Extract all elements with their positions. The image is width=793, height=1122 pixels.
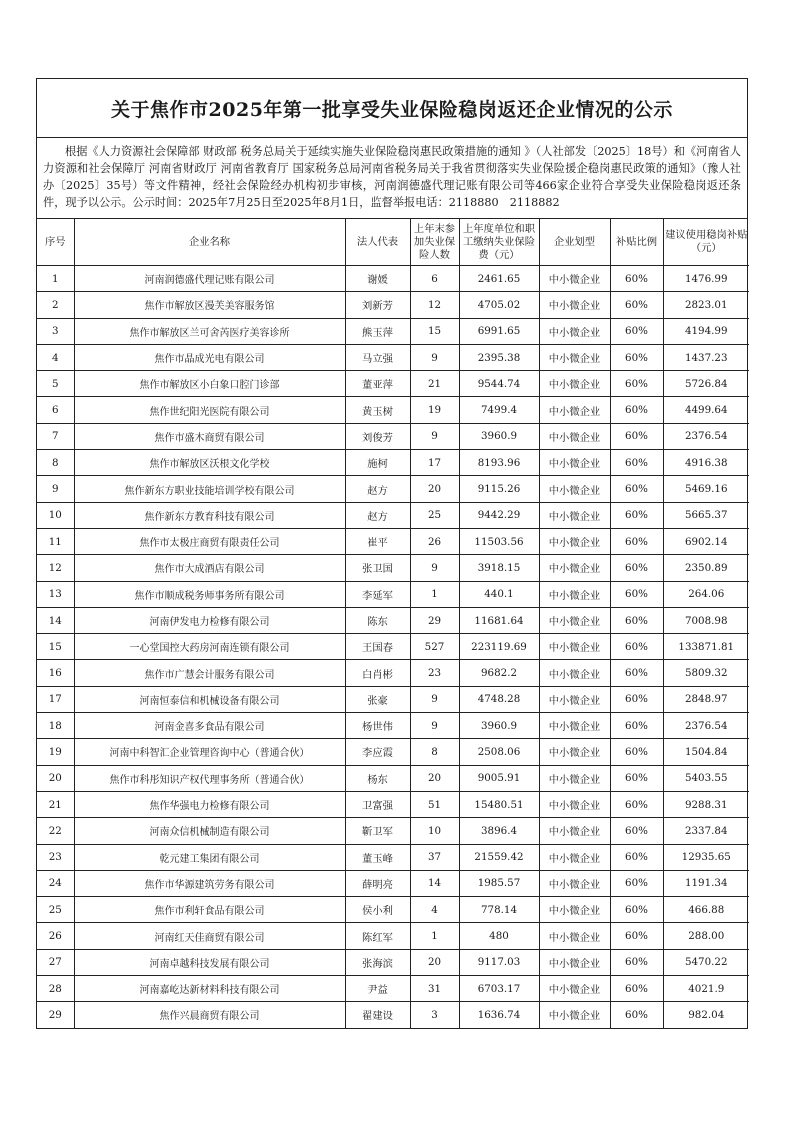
insurance-fee: 9117.03 — [459, 949, 539, 975]
subsidy-ratio: 60% — [610, 818, 663, 844]
subsidy-amount: 2376.54 — [663, 713, 749, 739]
insured-count: 26 — [410, 528, 459, 554]
row-no: 2 — [37, 292, 74, 318]
insured-count: 31 — [410, 976, 459, 1002]
table-row — [37, 581, 749, 607]
legal-rep: 薛明亮 — [345, 870, 410, 896]
subsidy-ratio: 60% — [610, 371, 663, 397]
subsidy-ratio: 60% — [610, 686, 663, 712]
subsidy-amount: 133871.81 — [663, 634, 749, 660]
subsidy-amount: 5809.32 — [663, 660, 749, 686]
legal-rep: 杨东 — [345, 765, 410, 791]
insurance-fee: 4748.28 — [459, 686, 539, 712]
subsidy-amount: 288.00 — [663, 923, 749, 949]
insured-count: 8 — [410, 739, 459, 765]
table-row — [37, 555, 749, 581]
insurance-fee: 9682.2 — [459, 660, 539, 686]
subsidy-amount: 7008.98 — [663, 607, 749, 633]
subsidy-ratio: 60% — [610, 1002, 663, 1028]
enterprise-type: 中小微企业 — [539, 844, 610, 870]
enterprise-type: 中小微企业 — [539, 528, 610, 554]
row-no: 29 — [37, 1002, 74, 1028]
legal-rep: 尹益 — [345, 976, 410, 1002]
table-row — [37, 791, 749, 817]
subsidy-ratio: 60% — [610, 581, 663, 607]
enterprise-type: 中小微企业 — [539, 897, 610, 923]
enterprise-name: 焦作市华源建筑劳务有限公司 — [74, 870, 345, 896]
row-no: 19 — [37, 739, 74, 765]
legal-rep: 侯小利 — [345, 897, 410, 923]
enterprise-name: 焦作新东方教育科技有限公司 — [74, 502, 345, 528]
insurance-fee: 7499.4 — [459, 397, 539, 423]
legal-rep: 黄玉树 — [345, 397, 410, 423]
enterprise-type: 中小微企业 — [539, 713, 610, 739]
enterprise-name: 乾元建工集团有限公司 — [74, 844, 345, 870]
enterprise-type: 中小微企业 — [539, 870, 610, 896]
insurance-fee: 778.14 — [459, 897, 539, 923]
insurance-fee: 9005.91 — [459, 765, 539, 791]
table-row — [37, 713, 749, 739]
row-no: 13 — [37, 581, 74, 607]
subsidy-ratio: 60% — [610, 844, 663, 870]
row-no: 11 — [37, 528, 74, 554]
enterprise-name: 河南伊发电力检修有限公司 — [74, 607, 345, 633]
legal-rep: 董亚萍 — [345, 371, 410, 397]
subsidy-amount: 1191.34 — [663, 870, 749, 896]
subsidy-amount: 2848.97 — [663, 686, 749, 712]
table-row — [37, 923, 749, 949]
row-no: 24 — [37, 870, 74, 896]
legal-rep: 王国春 — [345, 634, 410, 660]
enterprise-type: 中小微企业 — [539, 634, 610, 660]
subsidy-amount: 4499.64 — [663, 397, 749, 423]
insurance-fee: 9442.29 — [459, 502, 539, 528]
enterprise-type: 中小微企业 — [539, 607, 610, 633]
header-ratio: 补贴比例 — [610, 219, 663, 266]
table-row — [37, 660, 749, 686]
insured-count: 15 — [410, 318, 459, 344]
insurance-fee: 3960.9 — [459, 423, 539, 449]
header-fee: 上年度单位和职工缴纳失业保险费（元） — [459, 219, 539, 266]
subsidy-amount: 5469.16 — [663, 476, 749, 502]
row-no: 1 — [37, 266, 74, 292]
enterprise-name: 焦作市顺成税务师事务所有限公司 — [74, 581, 345, 607]
enterprise-type: 中小微企业 — [539, 318, 610, 344]
subsidy-amount: 1437.23 — [663, 344, 749, 370]
enterprise-type: 中小微企业 — [539, 371, 610, 397]
enterprise-type: 中小微企业 — [539, 791, 610, 817]
table-row — [37, 292, 749, 318]
legal-rep: 谢媛 — [345, 266, 410, 292]
insurance-fee: 4705.02 — [459, 292, 539, 318]
legal-rep: 赵方 — [345, 476, 410, 502]
row-no: 12 — [37, 555, 74, 581]
insured-count: 9 — [410, 344, 459, 370]
subsidy-amount: 5403.55 — [663, 765, 749, 791]
table-row — [37, 344, 749, 370]
subsidy-amount: 2823.01 — [663, 292, 749, 318]
row-no: 15 — [37, 634, 74, 660]
subsidy-amount: 1504.84 — [663, 739, 749, 765]
table-row — [37, 739, 749, 765]
enterprise-type: 中小微企业 — [539, 266, 610, 292]
insured-count: 25 — [410, 502, 459, 528]
enterprise-name: 焦作市解放区沃根文化学校 — [74, 450, 345, 476]
enterprise-name: 焦作华强电力检修有限公司 — [74, 791, 345, 817]
subsidy-amount: 1476.99 — [663, 266, 749, 292]
enterprise-name: 焦作兴晨商贸有限公司 — [74, 1002, 345, 1028]
subsidy-amount: 264.06 — [663, 581, 749, 607]
row-no: 22 — [37, 818, 74, 844]
insurance-fee: 3918.15 — [459, 555, 539, 581]
enterprise-name: 焦作市利轩食品有限公司 — [74, 897, 345, 923]
insured-count: 17 — [410, 450, 459, 476]
subsidy-ratio: 60% — [610, 344, 663, 370]
header-type: 企业划型 — [539, 219, 610, 266]
enterprise-name: 河南金喜多食品有限公司 — [74, 713, 345, 739]
insurance-fee: 223119.69 — [459, 634, 539, 660]
subsidy-ratio: 60% — [610, 660, 663, 686]
subsidy-ratio: 60% — [610, 765, 663, 791]
legal-rep: 崔平 — [345, 528, 410, 554]
insurance-fee: 15480.51 — [459, 791, 539, 817]
subsidy-ratio: 60% — [610, 870, 663, 896]
subsidy-ratio: 60% — [610, 923, 663, 949]
table-row — [37, 976, 749, 1002]
subsidy-amount: 9288.31 — [663, 791, 749, 817]
insured-count: 23 — [410, 660, 459, 686]
row-no: 26 — [37, 923, 74, 949]
enterprise-table — [37, 219, 749, 1028]
row-no: 4 — [37, 344, 74, 370]
legal-rep: 李应霞 — [345, 739, 410, 765]
subsidy-amount: 5470.22 — [663, 949, 749, 975]
subsidy-amount: 466.88 — [663, 897, 749, 923]
enterprise-type: 中小微企业 — [539, 739, 610, 765]
enterprise-name: 焦作市解放区小白象口腔门诊部 — [74, 371, 345, 397]
insured-count: 20 — [410, 476, 459, 502]
table-row — [37, 502, 749, 528]
table-row — [37, 607, 749, 633]
insurance-fee: 2508.06 — [459, 739, 539, 765]
enterprise-type: 中小微企业 — [539, 923, 610, 949]
insurance-fee: 3960.9 — [459, 713, 539, 739]
subsidy-ratio: 60% — [610, 713, 663, 739]
enterprise-name: 焦作市盛木商贸有限公司 — [74, 423, 345, 449]
subsidy-amount: 4194.99 — [663, 318, 749, 344]
subsidy-ratio: 60% — [610, 528, 663, 554]
subsidy-ratio: 60% — [610, 397, 663, 423]
insured-count: 12 — [410, 292, 459, 318]
subsidy-ratio: 60% — [610, 897, 663, 923]
header-count: 上年末参加失业保险人数 — [410, 219, 459, 266]
insured-count: 9 — [410, 713, 459, 739]
table-row — [37, 897, 749, 923]
insurance-fee: 8193.96 — [459, 450, 539, 476]
enterprise-name: 焦作市解放区兰可舍芮医疗美容诊所 — [74, 318, 345, 344]
insurance-fee: 11503.56 — [459, 528, 539, 554]
enterprise-type: 中小微企业 — [539, 476, 610, 502]
header-rep: 法人代表 — [345, 219, 410, 266]
insured-count: 9 — [410, 555, 459, 581]
legal-rep: 马立强 — [345, 344, 410, 370]
table-body — [37, 266, 749, 1028]
legal-rep: 白肖彬 — [345, 660, 410, 686]
enterprise-type: 中小微企业 — [539, 423, 610, 449]
row-no: 10 — [37, 502, 74, 528]
header-no: 序号 — [37, 219, 74, 266]
subsidy-amount: 12935.65 — [663, 844, 749, 870]
enterprise-name: 河南卓越科技发展有限公司 — [74, 949, 345, 975]
subsidy-amount: 2376.54 — [663, 423, 749, 449]
document-title: 关于焦作市2025年第一批享受失业保险稳岗返还企业情况的公示 — [37, 79, 747, 138]
subsidy-ratio: 60% — [610, 739, 663, 765]
enterprise-name: 焦作世纪阳光医院有限公司 — [74, 397, 345, 423]
insurance-fee: 9115.26 — [459, 476, 539, 502]
table-row — [37, 423, 749, 449]
insurance-fee: 11681.64 — [459, 607, 539, 633]
legal-rep: 张海滨 — [345, 949, 410, 975]
legal-rep: 陈东 — [345, 607, 410, 633]
insured-count: 19 — [410, 397, 459, 423]
table-row — [37, 844, 749, 870]
row-no: 18 — [37, 713, 74, 739]
subsidy-ratio: 60% — [610, 607, 663, 633]
subsidy-ratio: 60% — [610, 318, 663, 344]
subsidy-amount: 4021.9 — [663, 976, 749, 1002]
enterprise-type: 中小微企业 — [539, 1002, 610, 1028]
legal-rep: 张豪 — [345, 686, 410, 712]
enterprise-name: 焦作市解放区漫芙美容服务馆 — [74, 292, 345, 318]
legal-rep: 杨世伟 — [345, 713, 410, 739]
insured-count: 3 — [410, 1002, 459, 1028]
enterprise-name: 焦作市广慧会计服务有限公司 — [74, 660, 345, 686]
enterprise-type: 中小微企业 — [539, 555, 610, 581]
legal-rep: 熊玉萍 — [345, 318, 410, 344]
insurance-fee: 2461.65 — [459, 266, 539, 292]
legal-rep: 刘新芳 — [345, 292, 410, 318]
row-no: 5 — [37, 371, 74, 397]
legal-rep: 卫富强 — [345, 791, 410, 817]
legal-rep: 张卫国 — [345, 555, 410, 581]
insured-count: 21 — [410, 371, 459, 397]
subsidy-ratio: 60% — [610, 292, 663, 318]
legal-rep: 靳卫军 — [345, 818, 410, 844]
subsidy-amount: 5665.37 — [663, 502, 749, 528]
legal-rep: 赵方 — [345, 502, 410, 528]
subsidy-ratio: 60% — [610, 976, 663, 1002]
insurance-fee: 480 — [459, 923, 539, 949]
subsidy-ratio: 60% — [610, 266, 663, 292]
enterprise-type: 中小微企业 — [539, 581, 610, 607]
row-no: 23 — [37, 844, 74, 870]
insured-count: 9 — [410, 686, 459, 712]
legal-rep: 李延军 — [345, 581, 410, 607]
table-row — [37, 634, 749, 660]
row-no: 21 — [37, 791, 74, 817]
insurance-fee: 6703.17 — [459, 976, 539, 1002]
row-no: 25 — [37, 897, 74, 923]
insured-count: 37 — [410, 844, 459, 870]
insured-count: 10 — [410, 818, 459, 844]
enterprise-name: 焦作市晶成光电有限公司 — [74, 344, 345, 370]
enterprise-type: 中小微企业 — [539, 765, 610, 791]
legal-rep: 施柯 — [345, 450, 410, 476]
legal-rep: 陈红军 — [345, 923, 410, 949]
insured-count: 14 — [410, 870, 459, 896]
notice-sheet — [36, 78, 748, 1029]
legal-rep: 董玉峰 — [345, 844, 410, 870]
row-no: 3 — [37, 318, 74, 344]
table-row — [37, 818, 749, 844]
row-no: 17 — [37, 686, 74, 712]
row-no: 7 — [37, 423, 74, 449]
subsidy-ratio: 60% — [610, 502, 663, 528]
subsidy-ratio: 60% — [610, 791, 663, 817]
insured-count: 527 — [410, 634, 459, 660]
subsidy-ratio: 60% — [610, 634, 663, 660]
insurance-fee: 440.1 — [459, 581, 539, 607]
table-row — [37, 765, 749, 791]
row-no: 14 — [37, 607, 74, 633]
insured-count: 29 — [410, 607, 459, 633]
insurance-fee: 1636.74 — [459, 1002, 539, 1028]
insurance-fee: 21559.42 — [459, 844, 539, 870]
subsidy-amount: 5726.84 — [663, 371, 749, 397]
enterprise-type: 中小微企业 — [539, 949, 610, 975]
subsidy-ratio: 60% — [610, 476, 663, 502]
subsidy-ratio: 60% — [610, 555, 663, 581]
insured-count: 20 — [410, 949, 459, 975]
enterprise-name: 河南中科智汇企业管理咨询中心（普通合伙） — [74, 739, 345, 765]
insurance-fee: 2395.38 — [459, 344, 539, 370]
row-no: 6 — [37, 397, 74, 423]
row-no: 9 — [37, 476, 74, 502]
table-row — [37, 371, 749, 397]
insured-count: 9 — [410, 423, 459, 449]
insured-count: 20 — [410, 765, 459, 791]
table-row — [37, 476, 749, 502]
enterprise-type: 中小微企业 — [539, 976, 610, 1002]
enterprise-name: 焦作市科彤知识产权代理事务所（普通合伙） — [74, 765, 345, 791]
table-row — [37, 686, 749, 712]
subsidy-ratio: 60% — [610, 423, 663, 449]
table-row — [37, 528, 749, 554]
insured-count: 1 — [410, 581, 459, 607]
insurance-fee: 1985.57 — [459, 870, 539, 896]
table-row — [37, 1002, 749, 1028]
table-row — [37, 949, 749, 975]
insured-count: 4 — [410, 897, 459, 923]
row-no: 8 — [37, 450, 74, 476]
subsidy-ratio: 60% — [610, 949, 663, 975]
table-header-row — [37, 219, 749, 266]
row-no: 27 — [37, 949, 74, 975]
table-row — [37, 397, 749, 423]
enterprise-name: 河南红天佳商贸有限公司 — [74, 923, 345, 949]
row-no: 20 — [37, 765, 74, 791]
enterprise-name: 焦作新东方职业技能培训学校有限公司 — [74, 476, 345, 502]
header-amount: 建议使用稳岗补贴（元） — [663, 219, 749, 266]
subsidy-amount: 2350.89 — [663, 555, 749, 581]
insured-count: 6 — [410, 266, 459, 292]
enterprise-name: 河南润德盛代理记账有限公司 — [74, 266, 345, 292]
insured-count: 1 — [410, 923, 459, 949]
subsidy-amount: 982.04 — [663, 1002, 749, 1028]
enterprise-type: 中小微企业 — [539, 686, 610, 712]
enterprise-name: 焦作市大成酒店有限公司 — [74, 555, 345, 581]
table-row — [37, 870, 749, 896]
enterprise-type: 中小微企业 — [539, 397, 610, 423]
insured-count: 51 — [410, 791, 459, 817]
insurance-fee: 3896.4 — [459, 818, 539, 844]
table-row — [37, 318, 749, 344]
row-no: 28 — [37, 976, 74, 1002]
enterprise-name: 河南嘉屹达新材料科技有限公司 — [74, 976, 345, 1002]
enterprise-type: 中小微企业 — [539, 450, 610, 476]
subsidy-amount: 6902.14 — [663, 528, 749, 554]
enterprise-type: 中小微企业 — [539, 660, 610, 686]
enterprise-name: 河南恒泰信和机械设备有限公司 — [74, 686, 345, 712]
insurance-fee: 6991.65 — [459, 318, 539, 344]
subsidy-ratio: 60% — [610, 450, 663, 476]
enterprise-type: 中小微企业 — [539, 818, 610, 844]
enterprise-type: 中小微企业 — [539, 502, 610, 528]
header-name: 企业名称 — [74, 219, 345, 266]
enterprise-name: 河南众信机械制造有限公司 — [74, 818, 345, 844]
table-row — [37, 450, 749, 476]
table-row — [37, 266, 749, 292]
legal-rep: 翟建设 — [345, 1002, 410, 1028]
subsidy-amount: 4916.38 — [663, 450, 749, 476]
enterprise-name: 一心堂国控大药房河南连锁有限公司 — [74, 634, 345, 660]
insurance-fee: 9544.74 — [459, 371, 539, 397]
enterprise-name: 焦作市太极庄商贸有限责任公司 — [74, 528, 345, 554]
legal-rep: 刘俊芳 — [345, 423, 410, 449]
row-no: 16 — [37, 660, 74, 686]
intro-paragraph: 根据《人力资源社会保障部 财政部 税务总局关于延续实施失业保险稳岗惠民政策措施的通知 》（人社部发〔2025〕18号）和《河南省人力资源和社会保障厅 河南省财政厅 河南省教育厅 国家税务总局河南省税务局关于我省贯彻落实失业保险援企稳岗惠民政策的通知》（豫人社办〔2025〕35号）等文件精神，经社会保险经办机构初步审核，河南润德盛代理记账有限公司等466家企业符合享受失业保险稳岗返还条件，现予以公示。公示时间：2025年7月25日至2025年8月1日，监督举报电话：2118880 2118882 — [37, 138, 747, 219]
subsidy-amount: 2337.84 — [663, 818, 749, 844]
enterprise-type: 中小微企业 — [539, 344, 610, 370]
enterprise-type: 中小微企业 — [539, 292, 610, 318]
